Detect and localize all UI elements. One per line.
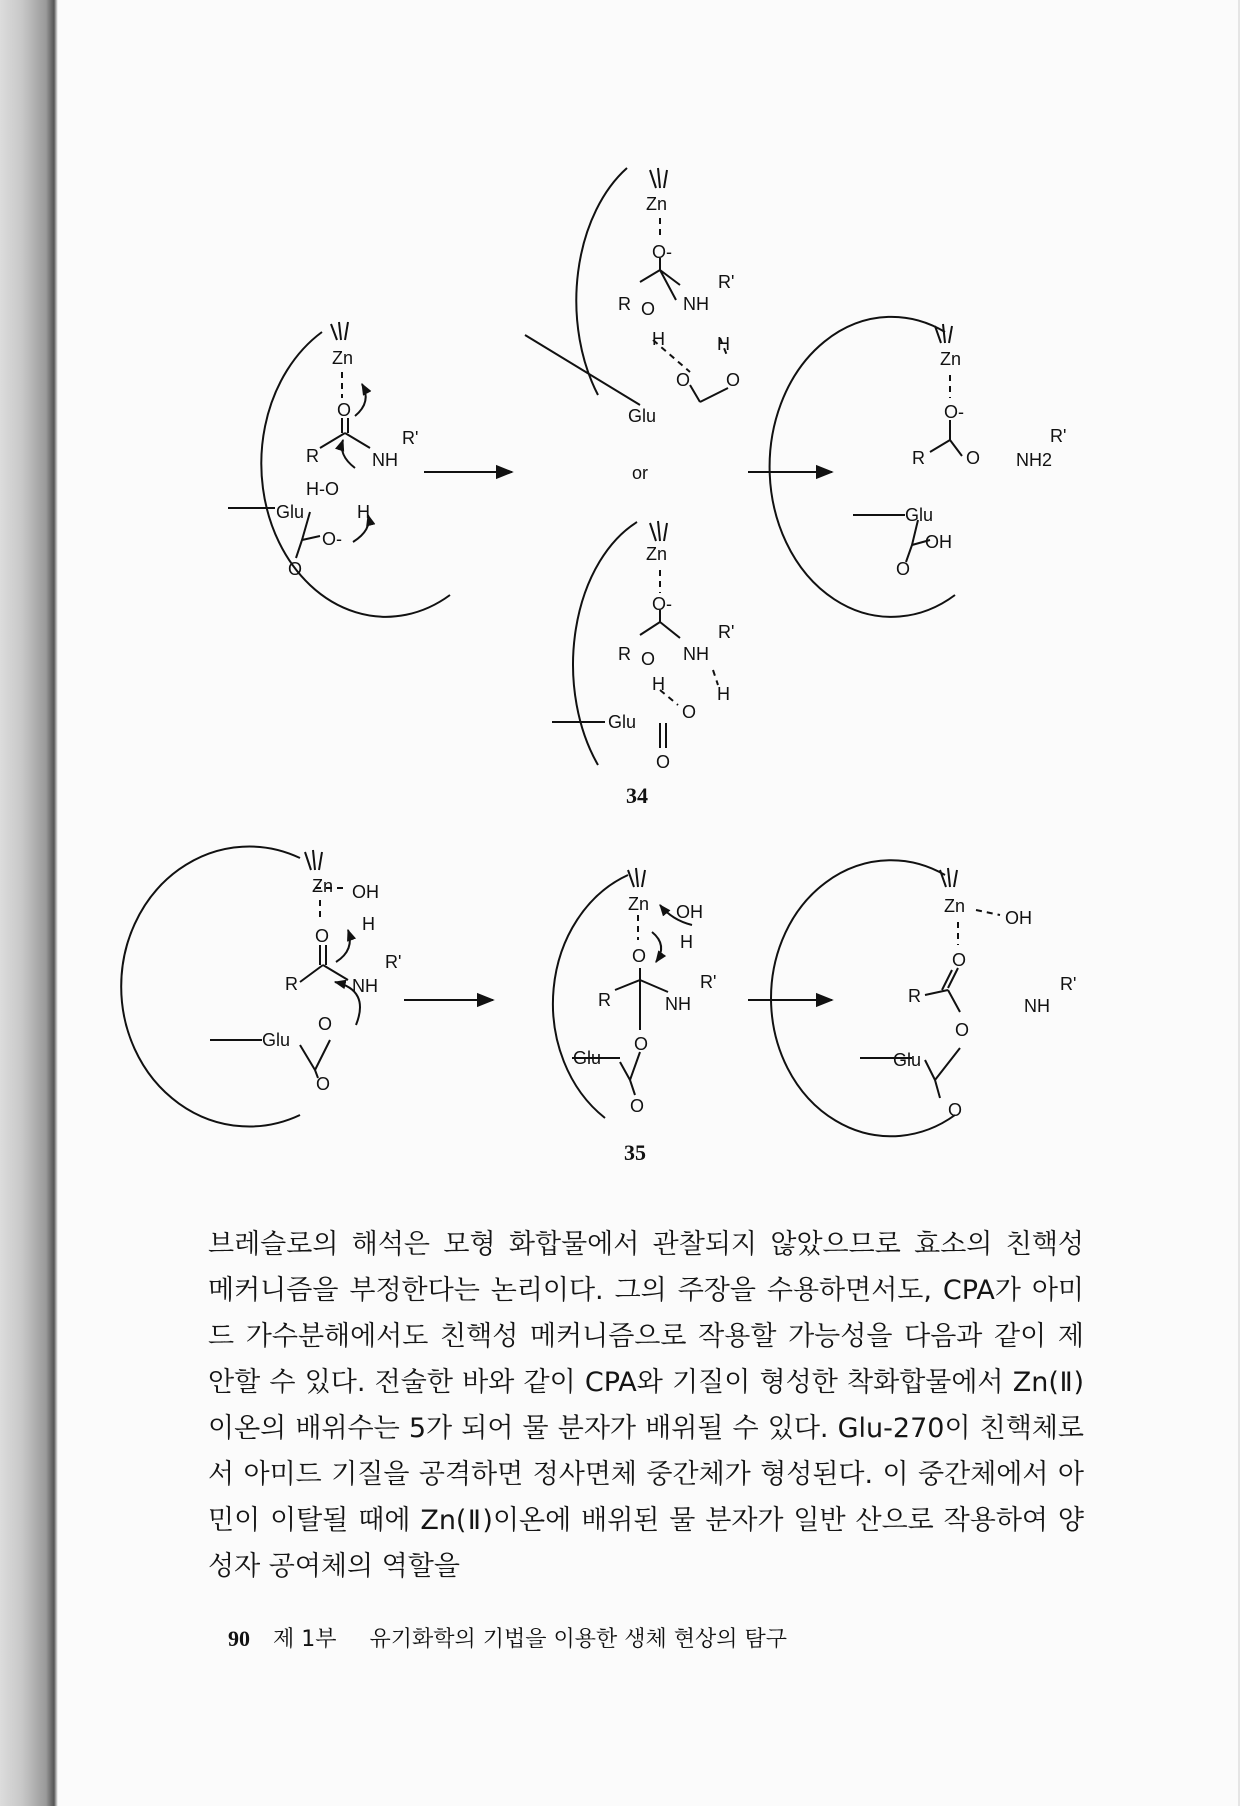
page-footer [228, 1622, 787, 1653]
o-atom: O [315, 926, 330, 946]
compound-label-34: 34 [626, 783, 648, 808]
nh-group: NH [1024, 996, 1050, 1016]
o-atom: O [682, 702, 697, 722]
o-atom: O [641, 299, 656, 319]
r-group: R [908, 986, 921, 1006]
o-minus-atom: O- [652, 594, 672, 614]
carbonyl-o: O [288, 559, 303, 579]
glu-residue: Glu [628, 406, 657, 426]
carbonyl-o: O [948, 1100, 963, 1120]
body-paragraph: 브레슬로의 해석은 모형 화합물에서 관찰되지 않았으므로 효소의 친핵성 메커니즘을 부정한다는 논리이다. 그의 주장을 수용하면서도, CPA가 아미드 가수분해에서도 친핵성 메커니즘으로 작용할 가능성을 다음과 같이 제안할 수 있다. 전술한 바와 같이 CPA와 기질이 형성한 착화합물에서 Zn(Ⅱ)이온의 배위수는 5가 되어 물 분자가 배위될 수 있다. Glu-270이 친핵체로서 아미드 기질을 공격하면 정사면체 중간체가 형성된다. 이 중간체에서 아민이 이탈될 때에 Zn(Ⅱ)이온에 배위된 물 분자가 일반 산으로 작용하여 양성자 공여체의 역할을 [208, 1229, 1084, 1582]
o-atom: O [641, 649, 656, 669]
carboxylate-o-minus: O- [322, 529, 342, 549]
r-prime-group: R' [700, 972, 717, 992]
page-number: 90 [228, 1626, 250, 1651]
h-atom: H [652, 329, 665, 349]
r-prime-group: R' [1060, 974, 1077, 994]
chapter-title: 유기화학의 기법을 이용한 생체 현상의 탐구 [369, 1627, 788, 1652]
ester-o: O [955, 1020, 970, 1040]
r-group: R [285, 974, 298, 994]
water-oh: OH [676, 902, 703, 922]
glu-residue: Glu [262, 1030, 291, 1050]
nh-group: NH [665, 994, 691, 1014]
water-oh: OH [352, 882, 379, 902]
h-atom: H [652, 674, 665, 694]
nh-group: NH [372, 450, 398, 470]
nh-group: NH [352, 976, 378, 996]
r-group: R [618, 294, 631, 314]
r-group: R [598, 990, 611, 1010]
o-atom: O [726, 370, 741, 390]
r-group: R [912, 448, 925, 468]
zn-atom: Zn [646, 194, 668, 214]
carbonyl-o: O [896, 559, 911, 579]
water-ho: H-O [306, 479, 339, 499]
nh2-group: NH2 [1016, 450, 1053, 470]
glu-residue: Glu [893, 1050, 922, 1070]
o-minus-atom: O- [652, 242, 672, 262]
carbonyl-o: O [656, 752, 671, 772]
hydroxide-oh: OH [1005, 908, 1032, 928]
glu-residue: Glu [276, 502, 305, 522]
ester-o: O [634, 1034, 649, 1054]
r-prime-group: R' [1050, 426, 1067, 446]
zn-atom: Zn [332, 348, 354, 368]
r-prime-group: R' [718, 272, 735, 292]
r-group: R [618, 644, 631, 664]
o-atom: O [966, 448, 981, 468]
glu-residue: Glu [573, 1048, 602, 1068]
o-atom: O [632, 946, 647, 966]
zn-atom: Zn [646, 544, 668, 564]
or-text: or [632, 463, 649, 483]
o-atom: O [952, 950, 967, 970]
zn-atom: Zn [944, 896, 966, 916]
o-atom: O [337, 400, 352, 420]
zn-atom: Zn [312, 876, 334, 896]
h-atom: H [680, 932, 693, 952]
carbonyl-o: O [630, 1096, 645, 1116]
h-atom: H [357, 502, 370, 522]
r-group: R [306, 446, 319, 466]
carboxylate-o: O [318, 1014, 333, 1034]
part-label: 제 1부 [273, 1627, 337, 1652]
nh-group: NH [683, 644, 709, 664]
glu-residue: Glu [905, 505, 934, 525]
zn-atom: Zn [940, 349, 962, 369]
o-minus-atom: O- [944, 402, 964, 422]
h-atom: H [717, 334, 730, 354]
glu-residue: Glu [608, 712, 637, 732]
carbonyl-o: O [316, 1074, 331, 1094]
compound-label-35: 35 [624, 1140, 646, 1165]
r-prime-group: R' [385, 952, 402, 972]
nh-group: NH [683, 294, 709, 314]
h-atom: H [362, 914, 375, 934]
r-prime-group: R' [402, 428, 419, 448]
o-atom: O [676, 370, 691, 390]
zn-atom: Zn [628, 894, 650, 914]
h-atom: H [717, 684, 730, 704]
r-prime-group: R' [718, 622, 735, 642]
hydroxyl-oh: OH [925, 532, 952, 552]
